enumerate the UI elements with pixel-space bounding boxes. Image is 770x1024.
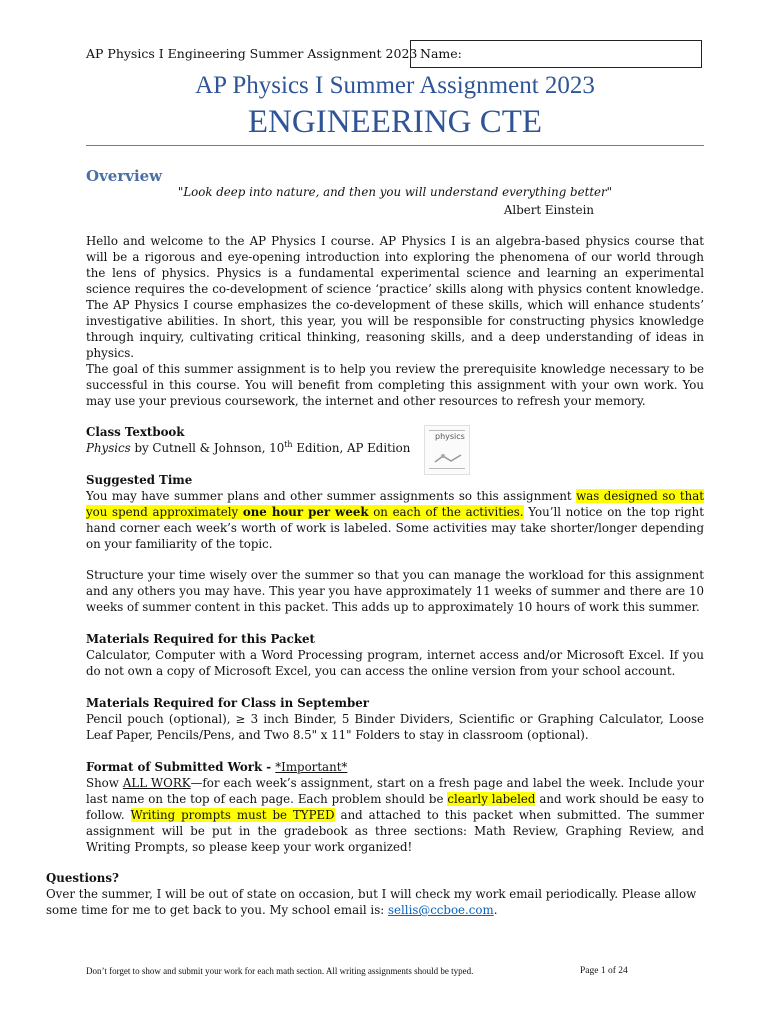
format-text <box>86 775 704 855</box>
overview-paragraph-2: The goal of this summer assignment is to help you review the prerequisite knowledge necessary to be successful in this course. You will benefit from completing this assignment with your own work. You may use your previous coursework, the internet and other resources to refresh your memory. <box>86 362 704 408</box>
suggested-time-text-a: You may have summer plans and other summer assignments so this assignment <box>86 489 577 503</box>
format-heading-text: Format of Submitted Work - <box>86 760 276 774</box>
materials-packet-heading: Materials Required for this Packet <box>86 632 315 646</box>
suggested-time-highlight-1: was designed so that you spend approximately <box>86 489 704 519</box>
format-writing-typed: Writing prompts must be TYPED <box>130 808 335 822</box>
textbook-title: Physics <box>86 441 131 455</box>
name-field[interactable] <box>410 40 702 68</box>
page-subtitle: ENGINEERING CTE <box>247 104 543 140</box>
suggested-time-paragraph-2: Structure your time wisely over the summer so that you can manage the workload for this assignment and any others you may have. This year you have approximately 11 weeks of summer and there are 10 weeks of summer content in this packet. This adds up to approximately 10 hours of work this summer. <box>86 568 704 614</box>
textbook-edition-sup: th <box>284 440 293 450</box>
textbook-line <box>86 440 704 456</box>
suggested-time-heading: Suggested Time <box>86 473 193 487</box>
textbook-cover-image <box>424 425 470 475</box>
email-link[interactable]: sellis@ccboe.com <box>387 903 494 917</box>
textbook-edition: Edition, AP Edition <box>292 441 411 455</box>
materials-packet-section <box>86 631 704 679</box>
materials-class-section <box>86 695 704 743</box>
name-label: Name: <box>420 46 462 61</box>
suggested-time-text-b: You’ll notice on the top right hand corner each week’s worth of work is labeled. Some activities may take shorter/longer depending on your familiarity of the topic. <box>86 505 704 551</box>
materials-packet-text: Calculator, Computer with a Word Processing program, internet access and/or Microsoft Excel. If you do not own a copy of Microsoft Excel, you can access the online version from your school account. <box>86 648 704 678</box>
textbook-section <box>86 424 704 456</box>
questions-text <box>46 886 726 918</box>
format-section <box>86 759 704 855</box>
header-course-line: AP Physics I Engineering Summer Assignment 2023 <box>86 46 418 61</box>
page-title: AP Physics I Summer Assignment 2023 <box>195 72 595 99</box>
einstein-quote: "Look deep into nature, and then you will understand everything better" <box>177 185 613 199</box>
suggested-time-paragraph-1 <box>86 488 704 552</box>
format-all-work: ALL WORK <box>122 776 191 790</box>
questions-section <box>46 870 726 918</box>
page-number: Page 1 of 24 <box>580 966 628 976</box>
format-text-3: and attached to this packet when submitted. The summer assignment will be put in the gradebook as three sections: Math Review, Graphing Review, and Writing Prompts, so please keep your work organized! <box>86 808 704 854</box>
format-text-1: —for each week’s assignment, start on a fresh page and label the week. Include your last name on the top of each page. Each problem should be <box>86 776 704 806</box>
format-text-2: and work should be easy to follow. <box>86 792 704 822</box>
materials-class-heading: Materials Required for Class in September <box>86 696 369 710</box>
textbook-heading: Class Textbook <box>86 425 185 439</box>
title-divider <box>86 145 704 146</box>
textbook-cover-figure <box>433 452 463 466</box>
overview-heading: Overview <box>86 167 163 185</box>
format-show: Show <box>86 776 123 790</box>
format-clearly-labeled: clearly labeled <box>447 792 536 806</box>
questions-body: Over the summer, I will be out of state on occasion, but I will check my work email periodically. Please allow some time for me to get back to you. My school email is: <box>46 887 697 917</box>
suggested-time-section <box>86 472 704 552</box>
footer-note: Don’t forget to show and submit your work for each math section. All writing assignments should be typed. <box>86 966 474 976</box>
quote-author: Albert Einstein <box>503 203 594 217</box>
format-important: *Important* <box>275 760 348 774</box>
suggested-time-highlight-bold: one hour per week <box>242 505 369 519</box>
textbook-cover-title: physics <box>435 432 465 441</box>
overview-paragraph-1: Hello and welcome to the AP Physics I course. AP Physics I is an algebra-based physics course that will be a rigorous and eye-opening introduction into exploring the phenomena of our world through the lens of physics. Physics is a fundamental experimental science and learning an experimental science requires the co-development of science ‘practice’ skills along with physics content knowledge. The AP Physics I course emphasizes the co-development of these skills, which will enhance students’ investigative abilities. In short, this year, you will be responsible for constructing physics knowledge through inquiry, cultivating critical thinking, reasoning skills, and a deep understanding of ideas in physics. <box>86 234 704 360</box>
suggested-time-highlight-2: on each of the activities. <box>368 505 524 519</box>
questions-heading: Questions? <box>46 871 119 885</box>
format-heading <box>86 759 704 775</box>
materials-class-text: Pencil pouch (optional), ≥ 3 inch Binder, 5 Binder Dividers, Scientific or Graphing Calculator, Loose Leaf Paper, Pencils/Pens, and Two 8.5" x 11" Folders to stay in classroom (optional). <box>86 712 704 742</box>
textbook-author: by Cutnell & Johnson, 10 <box>130 441 285 455</box>
questions-end: . <box>493 903 498 917</box>
